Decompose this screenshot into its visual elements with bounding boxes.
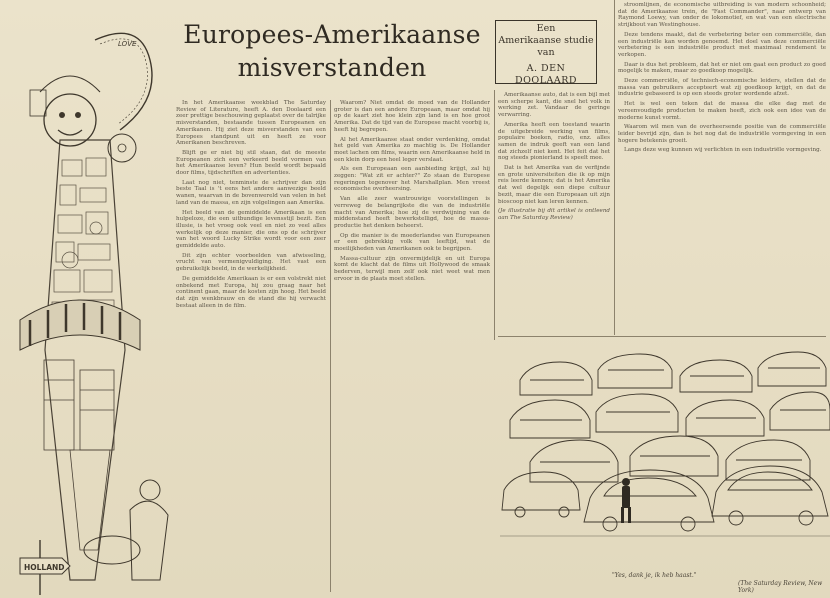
column-rule — [330, 100, 331, 592]
illustration-credit: (Je illustratie bij dit artikel is ontleend aan The Saturday Review) — [498, 208, 610, 221]
article-headline — [172, 18, 492, 84]
paragraph: Als een Europeaan een aanbieding krijgt, zal hij zeggen: "Wat zit er achter?" Zo staan de Europese regeringen tegenover het Marshallplan. Men vreest economische overheersing. — [334, 166, 490, 193]
paragraph: Van alle zeer wantrouwige voorstellingen is verreweg de belangrijkste die van de industriële macht van Amerika; hoe zij de verdwijning van de middenstand heeft bewerkstelligd, hoe de massa-productie het denken beheerst. — [334, 196, 490, 229]
ribbon-text: LOVE — [118, 40, 137, 48]
paragraph: Blijft ge er niet bij stil staan, dat de meeste Europeanen zich een verkeerd beeld vormen van het Amerikaanse leven? Hun beeld wordt bepaald door films, tijdschriften en advertenties. — [176, 149, 326, 177]
byline-line2: Amerikaanse studie — [498, 35, 594, 46]
paragraph: Dit zijn echter voorbeelden van afwisseling, vrucht van vermenigvuldiging. Het vast een gebruikelijk beeld, in de werkelijkheid. — [176, 252, 326, 273]
cartoon-caption: "Yes, dank je, ik heb haast." — [612, 572, 697, 579]
paragraph: Massa-cultuur zijn onvermijdelijk en uit Europa komt de klacht dat de films uit Hollywood de smaak bederven, terwijl men zelf ook niet weet wat men ervoor in de plaats moet stellen. — [334, 255, 490, 282]
byline-line3: van — [537, 47, 555, 58]
headline-line2: misverstanden — [237, 53, 427, 82]
paragraph: Op die manier is de moederlandse van Europeanen er een gebrekkig volk van leeftijd, wat de moeilijkheden van Amerikanen ook te begrijpen. — [334, 232, 490, 253]
paragraph: Amerikaanse auto, dat is een bijl met een scherpe kant, die snel het volk in werking zet. Vandaar de geringe verwarring. — [498, 92, 610, 119]
text-column-1 — [176, 100, 326, 592]
paragraph: Dat is het Amerika van de verfijnde en grote universiteiten die ik op mijn reis leerde kennen; dat is het Amerika dat wel degelijk een diepe cultuur bezit, maar die een Europeaan uit zijn bioscoop niet kan leren kennen. — [498, 165, 610, 205]
byline-line1: Een — [536, 23, 556, 34]
paragraph: Langs deze weg kunnen wij verlichten in een industriële vormgeving. — [624, 147, 822, 154]
paragraph: De gemiddelde Amerikaan is er een volstrekt niet onbekend met Europa, hij zou graag naar het continent gaan, maar de kosten zijn hoog. Het beeld dat zijn wenkbrauw en de stand die hij verwacht bestaat alleen in de film. — [176, 275, 326, 309]
paragraph: Deze commerciële, of technisch-economische leiders, stellen dat de massa van gebruikers accepteert wat zij goedkoop krijgt, en dat de industrie gebaseerd is op een steeds groter wordende afzet. — [618, 78, 826, 98]
column-rule — [494, 90, 495, 340]
signpost-text: HOLLAND — [24, 563, 65, 572]
paragraph: Deze tendens maakt, dat de verbetering beter een commerciële, dan een industriële kan worden genoemd. Het doel van deze commerciële verbetering is een industriële product met maximaal rendement te verkopen. — [618, 31, 826, 58]
byline-author: A. DEN DOOLAARD — [515, 63, 577, 86]
text-column-3 — [498, 92, 610, 312]
text-column-2 — [334, 100, 490, 592]
paragraph: Het beeld van de gemiddelde Amerikaan is een hulpeloze, die een uitbundige levensstijl bezit. Een illusie, is het vroeg ook veel en niet zo veel alles werkelijk op deze manier, die ons op de schrijver van het woord Lucky Strike wordt voor een zeer gemiddelde auto. — [176, 209, 326, 250]
paragraph: Daar is dus het probleem, dat het er niet om gaat een product zo goed mogelijk te maken, maar zo goedkoop mogelijk. — [618, 61, 826, 75]
cartoon-credit: (The Saturday Review, New York) — [738, 580, 823, 594]
byline-box — [495, 20, 597, 84]
paragraph: In het Amerikaanse weekblad The Saturday Review of Literature, heeft A. den Doolaard een zeer prettige beschouwing geplaatst over de talrijke misverstanden, bestaande tussen Europeanen en Amerikanen. Hij ziet deze misverstanden van een Europees standpunt uit en heeft ze voor Amerikanen beschreven. — [176, 100, 326, 147]
paragraph: Al het Amerikaanse staat onder verdenking, omdat het geld van Amerika zo machtig is. De Hollander moet lachen om films, waarin een Amerikaanse held in een klein dorp een heel leger verslaat. — [334, 136, 490, 163]
traffic-cartoon — [500, 340, 830, 570]
text-column-4 — [618, 2, 826, 334]
paragraph: Het is wel een teken dat de massa die elke dag met de vereenvoudigde producten te maken heeft, zich ook een idee van de moderne kunst vormt. — [618, 101, 826, 121]
paragraph: Waarom? Niet omdat de moed van de Hollander groter is dan een andere Europeaan, maar omdat hij op de kaart ziet hoe klein zijn land is en hoe groot Amerika. Dat de tijd van de Europese macht voorbij is, heeft hij begrepen. — [334, 100, 490, 133]
paragraph: Waarom wil men van de overheersende positie van de commerciële leider bevrijd zijn, dan is het nog dat de industriële vormgeving in een hogere betekenis groeit. — [618, 124, 826, 144]
decorative-illustration — [0, 20, 170, 598]
paragraph: Amerika heeft een toestand waarin de uitgebreide werking van films, populaire boeken, radio, enz. alles samen de indruk geeft van een land dat zichzelf niet kent. Het feit dat het nog steeds pionierland is speelt mee. — [498, 121, 610, 162]
paragraph: Laat nog niet, tenminste de schrijver dan zijn beste Taal is 't eens het andere aanwezige beeld wanen, waarvan in de bovenwereld van velen in het land van de massa, en zijn volgelingen aan Amerika. — [176, 179, 326, 206]
headline-line1: Europees-Amerikaanse — [183, 20, 481, 49]
column-rule — [614, 0, 615, 335]
paragraph: stroomlijnen, de economische uitbreiding is van modern schoonheid; dat de Amerikaanse trein, de "Fast Commander", naar ontwerp van Raymond Loewy, van onder de lokomotief, en wat van een electrische strijkbout van Westinghouse. — [618, 2, 826, 29]
horizontal-rule — [498, 336, 826, 337]
